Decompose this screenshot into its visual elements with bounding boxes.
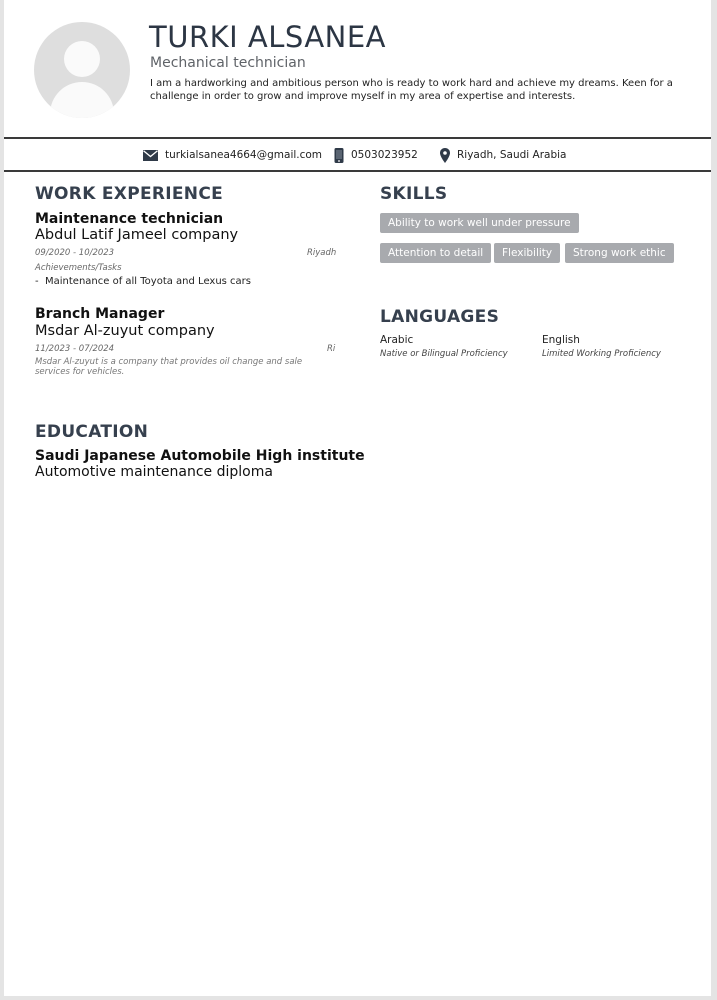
contact-phone-text: 0503023952 bbox=[351, 149, 418, 161]
job-bullet bbox=[35, 276, 251, 287]
contact-location-text: Riyadh, Saudi Arabia bbox=[457, 149, 567, 161]
contact-location bbox=[440, 146, 566, 164]
education-title: EDUCATION bbox=[35, 422, 149, 442]
resume-summary: I am a hardworking and ambitious person who is ready to work hard and achieve my dreams. Keen for a challenge in order to grow and improve myself in my area of expertise and interests. bbox=[150, 78, 673, 102]
job-bullet-text: Maintenance of all Toyota and Lexus cars bbox=[45, 276, 252, 287]
work-experience-title: WORK EXPERIENCE bbox=[35, 184, 224, 204]
page-edge-left bbox=[0, 0, 4, 1000]
job-title: Branch Manager bbox=[35, 306, 165, 322]
contact-email[interactable] bbox=[143, 146, 322, 164]
job-company: Msdar Al-zuyut company bbox=[35, 323, 215, 339]
job-company: Abdul Latif Jameel company bbox=[35, 227, 239, 243]
bullet-dash: - bbox=[35, 276, 39, 287]
job-dates: 11/2023 - 07/2024 bbox=[35, 344, 115, 354]
avatar bbox=[34, 22, 130, 118]
skill-chip: Flexibility bbox=[494, 243, 560, 263]
language-level: Native or Bilingual Proficiency bbox=[380, 349, 508, 359]
contact-phone[interactable] bbox=[334, 146, 418, 164]
map-pin-icon bbox=[440, 148, 450, 163]
skill-chip: Ability to work well under pressure bbox=[380, 213, 579, 233]
phone-icon bbox=[334, 148, 344, 163]
envelope-icon bbox=[143, 150, 158, 161]
resume-name: TURKI ALSANEA bbox=[149, 20, 387, 54]
resume-role: Mechanical technician bbox=[150, 55, 306, 71]
skill-chip: Attention to detail bbox=[380, 243, 491, 263]
job-location: Riyadh bbox=[307, 248, 337, 258]
language-name: English bbox=[542, 334, 580, 346]
job-section-label: Achievements/Tasks bbox=[35, 263, 122, 273]
contact-email-text: turkialsanea4664@gmail.com bbox=[165, 149, 323, 161]
job-location: Ri bbox=[327, 344, 336, 354]
divider-top bbox=[4, 137, 711, 139]
skills-title: SKILLS bbox=[380, 184, 448, 204]
avatar-head bbox=[64, 41, 100, 77]
education-degree: Automotive maintenance diploma bbox=[35, 464, 273, 480]
page-edge-bottom bbox=[0, 996, 717, 1000]
avatar-torso bbox=[50, 82, 114, 118]
job-description: Msdar Al-zuyut is a company that provides oil change and sale services for vehicles. bbox=[35, 357, 303, 377]
language-name: Arabic bbox=[380, 334, 414, 346]
education-school: Saudi Japanese Automobile High institute bbox=[35, 448, 365, 464]
job-title: Maintenance technician bbox=[35, 211, 224, 227]
page-edge-right bbox=[711, 0, 717, 1000]
languages-title: LANGUAGES bbox=[380, 307, 500, 327]
language-level: Limited Working Proficiency bbox=[542, 349, 661, 359]
job-dates: 09/2020 - 10/2023 bbox=[35, 248, 115, 258]
skill-chip: Strong work ethic bbox=[565, 243, 674, 263]
divider-bottom bbox=[4, 170, 711, 172]
